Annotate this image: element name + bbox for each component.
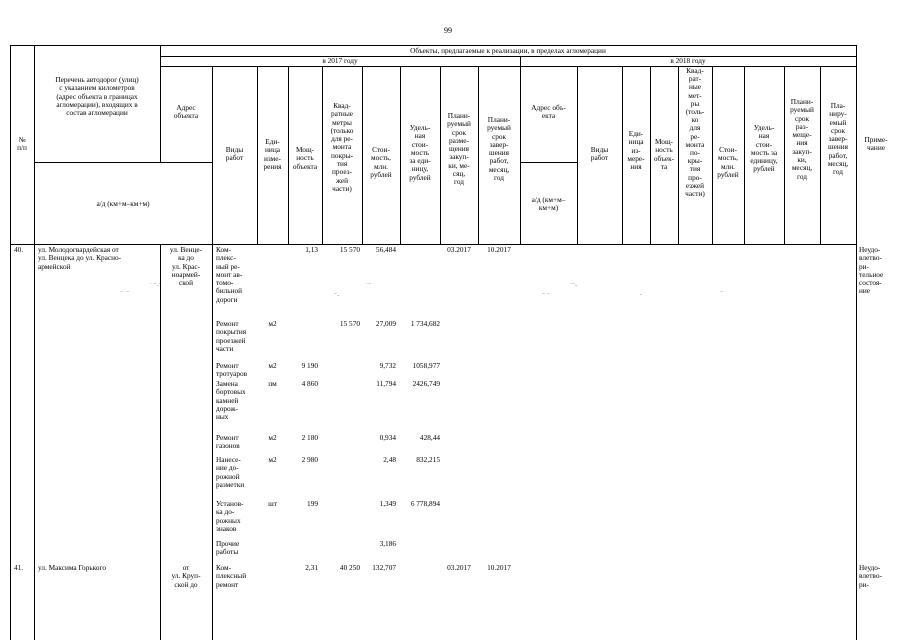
header-2017-finish: Плани- руемый срок завер- шения работ, месяц, год: [487, 116, 511, 183]
header-2018-unit: Еди- ница из- мере- ния: [627, 130, 645, 172]
header-2017-capacity: Мощ- ность объекта: [292, 146, 318, 171]
header-year-2017: в 2017 году: [322, 57, 358, 65]
header-2018-procure: Плани- руемый срок раз- меще- ния закуп- ки, месяц, год: [790, 98, 814, 181]
header-group-title: Объекты, предлагаемые к реализации, в пределах агломерации: [410, 47, 606, 55]
subrow-works: Установ- ка до- рожных знаков: [216, 500, 244, 533]
subrow-cost: 1,349: [379, 500, 396, 508]
row-road: ул. Молодогвардейская от ул. Венцека до ул. Красно- армейской: [38, 246, 122, 271]
note-col-border: [856, 45, 857, 640]
subrow-capacity: 4 860: [301, 380, 318, 388]
row-cost: 132,707: [372, 564, 396, 572]
row-works: Ком- плекс- ный ре- монт ав- томо- бильной дороги: [216, 246, 243, 304]
scan-artifact: ˗: [640, 292, 642, 298]
row-area: 40 250: [339, 564, 360, 572]
header-2017-unit: Еди- ница изме- рения: [263, 138, 282, 171]
subrow-works: Ремонт газонов: [216, 434, 240, 451]
header-col-road-list: Перечень автодорог (улиц) с указанием километров (адрес объекта в границах агломерации), входящих в состав агломерации: [55, 76, 139, 118]
list-subheader-border: [34, 162, 212, 163]
row-finish: 10.2017: [487, 564, 511, 572]
scan-artifact: ˙ ⁻˗⁻: [150, 283, 162, 289]
header-2017-address: Адрес объекта: [173, 104, 199, 121]
subrow-unit-cost: 428,44: [419, 434, 440, 442]
subrow-unit: шт: [268, 500, 277, 508]
header-2018-address: Адрес объ- екта: [531, 104, 566, 121]
header-2017-cost: Стои- мость, млн. рублей: [370, 146, 392, 179]
header-col-road-sub: а/д (км+м–км+м): [96, 200, 150, 208]
subrow-works: Ремонт тротуаров: [216, 362, 248, 379]
header-note: Приме- чание: [864, 136, 888, 153]
header-2018-works: Виды работ: [590, 146, 609, 163]
subrow-unit-cost: 832,215: [416, 456, 440, 464]
header-2018-address-sub: а/д (км+м– км+м): [531, 196, 566, 213]
row-road: ул. Максима Горького: [38, 564, 106, 572]
scan-artifact: ˙⁻˗: [570, 283, 578, 289]
row-procure: 03.2017: [447, 246, 471, 254]
subrow-cost: 9,732: [379, 362, 396, 370]
row-cost: 56,484: [375, 246, 396, 254]
subrow-area: 15 570: [339, 320, 360, 328]
subrow-unit: м2: [268, 456, 277, 464]
scan-artifact: ⁻ ⁻: [120, 291, 130, 297]
header-2017-area: Квад- ратные метры (только для ре- монта покры- тия проез- жей части): [330, 102, 354, 193]
table-top-border: [10, 45, 856, 46]
header-bottom-border: [10, 244, 856, 245]
scan-artifact: ⁻: [720, 291, 724, 297]
page-number: 99: [444, 26, 452, 35]
subrow-cost: 27,009: [375, 320, 396, 328]
row-address: от ул. Круп- ской до: [171, 564, 201, 589]
row-num: 41.: [14, 564, 24, 572]
header-2018-area: Квад- рат- ные мет- ры (толь- ко для ре- монта по- кры- тия про- езжей части): [685, 67, 705, 199]
subrow-works: Нанесе- ние до- рожной разметки: [216, 456, 245, 489]
subrow-capacity: 2 180: [301, 434, 318, 442]
scan-artifact: ⁻˗: [334, 293, 340, 299]
header-2017-works: Виды работ: [225, 146, 244, 163]
row-procure: 03.2017: [447, 564, 471, 572]
header-2018-capacity: Мощ- ность объек- та: [653, 138, 675, 171]
subrow-works: Ремонт покрытия проезжей части: [216, 320, 247, 353]
col-border: [10, 45, 11, 640]
subrow-unit: м2: [268, 320, 277, 328]
subrow-works: Замена бортовых камней дорож- ных: [216, 380, 246, 422]
header-2017-unit-cost: Удель- ная стои- мость за еди- ницу, рублей: [409, 124, 431, 182]
header-2018-finish: Пла- ниру- емый срок завер- шения работ, месяц, год: [827, 102, 849, 177]
subrow-unit-cost: 1 734,682: [410, 320, 440, 328]
subrow-capacity: 199: [307, 500, 318, 508]
row-capacity: 2,31: [305, 564, 318, 572]
scan-artifact: ˙⁻: [366, 283, 372, 289]
subrow-unit: м2: [268, 434, 277, 442]
row-num: 40.: [14, 246, 24, 254]
header-2017-procure: Плани- руемый срок разме- щения закуп- ки, ме- сяц, год: [447, 112, 471, 187]
subrow-unit: м2: [268, 362, 277, 370]
year-row-bottom-border: [160, 66, 856, 67]
row-capacity: 1,13: [305, 246, 318, 254]
subrow-cost: 0,934: [379, 434, 396, 442]
subrow-cost: 2,48: [383, 456, 396, 464]
subrow-unit-cost: 1058,977: [412, 362, 440, 370]
subrow-works: Прочие работы: [216, 540, 240, 557]
header-col-num: № п/п: [17, 136, 27, 153]
subrow-unit-cost: 2426,749: [412, 380, 440, 388]
col-border: [34, 45, 35, 640]
subrow-cost: 3,186: [379, 540, 396, 548]
row-finish: 10.2017: [487, 246, 511, 254]
subrow-capacity: 2 980: [301, 456, 318, 464]
subrow-unit: пм: [268, 380, 277, 388]
scan-artifact: ⁻ ⁻: [542, 293, 550, 299]
row-address: ул. Венце- ка до ул. Крас- ноармей- ской: [169, 246, 203, 288]
address2018-subheader-border: [520, 162, 577, 163]
subrow-capacity: 9 190: [301, 362, 318, 370]
row-note: Неудо- влетво- ри-: [859, 564, 882, 589]
year-divider-border: [520, 56, 521, 244]
row-note: Неудо- влетво- ри- тельное состоя- ние: [859, 246, 884, 296]
subrow-cost: 11,794: [376, 380, 396, 388]
header-2018-unit-cost: Удель- ная стои- мость за единицу, рублей: [750, 124, 778, 174]
header-2018-cost: Стои- мость, млн. рублей: [717, 146, 739, 179]
row-area: 15 570: [339, 246, 360, 254]
row-works: Ком- плексный ремонт: [216, 564, 247, 589]
subrow-unit-cost: 6 778,894: [410, 500, 440, 508]
header-year-2018: в 2018 году: [670, 57, 706, 65]
